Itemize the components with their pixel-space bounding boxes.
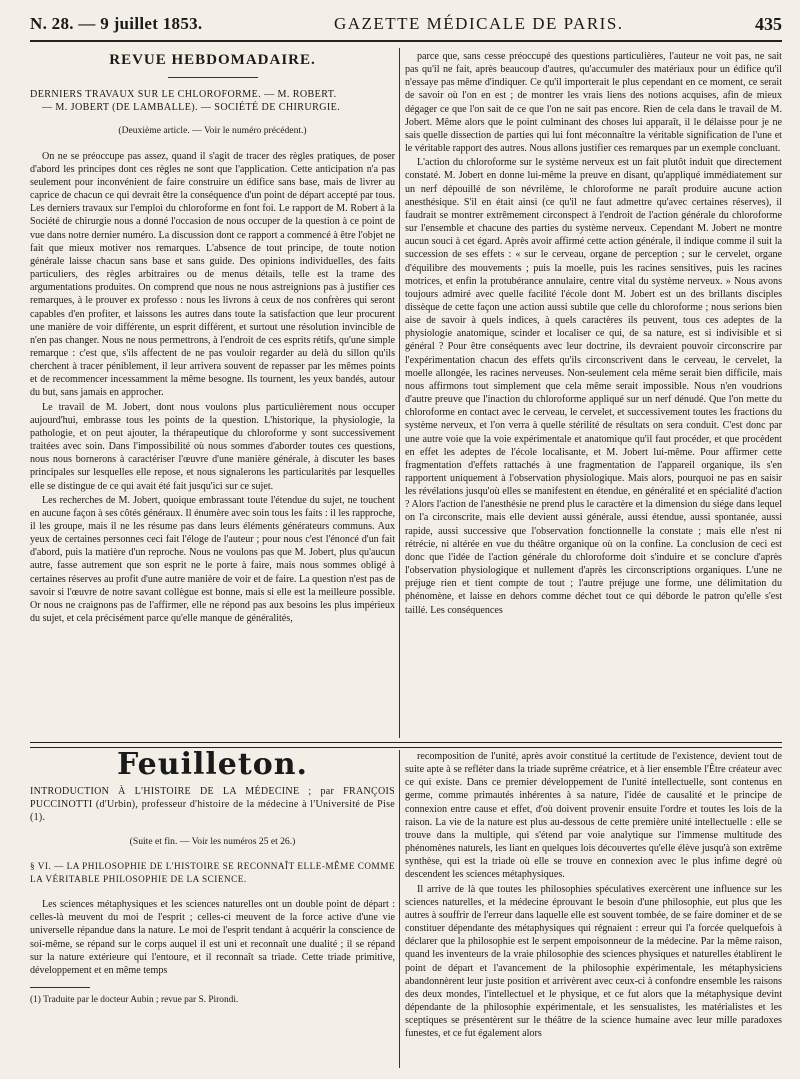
feuilleton-col4-body bbox=[405, 750, 782, 1040]
journal-title: GAZETTE MÉDICALE DE PARIS. bbox=[333, 14, 624, 33]
feuilleton-col4-paragraph: Il arrive de là que toutes les philosophies spéculatives exercèrent une influence sur les sciences naturelles, et la médecine éprouvant le besoin d'une philosophie, eut plus que les autres à souffrir de l'erreur dans laquelle elle est souvent tombée, de se faire dominer et de se constituer dépendante des métaphysiques qui régnaient : erreur qui l'a forcée quelquefois à déclarer que la philosophie est le serpent empoisonneur de la médecine. Par la même raison, quand les inventeurs de la vraie philosophie des sciences physiques et naturelles établirent le point de départ et l'avancement de la philosophie expérimentale, les métaphysiciens abandonnèrent leur juste position et arrivèrent avec ceux-ci à confondre ensemble les raisons des deux mondes, l'intellectuel et le physique, et ce fut alors que la métaphysique devint dépendante de la philosophie expérimentale, et les sensualistes, les matérialistes et les sceptiques se présentèrent sur le théâtre de la science humaine avec leur mille paradoxes funestes, et ce fut également alors bbox=[405, 883, 782, 1040]
revue-continuation-note: (Deuxième article. — Voir le numéro précédent.) bbox=[118, 125, 307, 137]
footnote-rule bbox=[30, 987, 90, 988]
page-number: 435 bbox=[755, 13, 782, 34]
revue-col1-paragraph: Le travail de M. Jobert, dont nous voulons plus particulièrement nous occuper aujourd'hui, embrasse tous les points de la question. L'historique, la physiologie, la pathologie, et on peut ajouter, la thérapeutique du chloroforme y sont successivement traitées avec soin. Dans l'impossibilité où nous sommes d'aborder toutes ces questions, nous nous bornerons à caractériser l'œuvre d'une manière générale, à discuter les bases principales sur lesquelles elle repose, et nous signalerons les particularités par lesquelles elle se distingue de ce qui avait été fait jusqu'ici sur ce sujet. bbox=[30, 401, 395, 492]
revue-col1-paragraph: Les recherches de M. Jobert, quoique embrassant toute l'étendue du sujet, ne touchent en aucune façon à ses côtés généraux. Il énumère avec soin tous les faits : il les rapproche, il les groupe, mais il ne les résume pas dans leurs éléments générateurs communs. Aux yeux de certaines personnes ceci fait l'éloge de l'auteur ; pour nous c'est l'énoncé d'un fait d'abord, puis la matière d'un reproche. Nous ne voulons pas que M. Jobert, plus qu'aucun autre, fasse autrement que son esprit ne le porte à faire, mais nous sommes obligé à certaines réserves au profit d'une autre manière de voir et de faire. La question n'est pas de savoir si l'œuvre de notre savant collègue est bonne, mais si elle est la meilleure possible. Or nous ne craignons pas de l'affirmer, elle ne répond pas aux besoins les plus impérieux du sujet, et cela précisément parce qu'elle manque de généralités, bbox=[30, 494, 395, 625]
feuilleton-title: Feuilleton. bbox=[117, 750, 308, 782]
revue-col1-paragraph: On ne se préoccupe pas assez, quand il s'agit de tracer des règles pratiques, de poser d'abord les principes dont ces règles ne sont que l'application. Cette anticipation n'a pas seulement pour inconvénient de faire construire un édifice sans base, mais de livrer au caprice de chacun ce qui devrait être la conséquence d'un point de départ accepté par tous. Les derniers travaux sur l'emploi du chloroforme en font foi. Le rapport de M. Robert à la Société de chirurgie nous a donné l'occasion de nous occuper de la question à ce point de vue dans notre dernier numéro. La discussion dont ce rapport a commencé à être l'objet ne fait que mieux motiver nos remarques. L'absence de tout principe, de toute notion générale laisse chacun sans base et sans guide. Des opinions individuelles, des faits particuliers, des règles arbitraires ou de menus détails, telle est la trame des argumentations produites. On comprend que nous ne nous astreignions pas à justifier ces remarques, à le prouver ex professo : nous les livrons à ceux de nos confrères qui seront capables d'en profiter, et laissons les autres dans toute la satisfaction que leur procurent une manière de voir différente, un esprit différent, et surtout une résolution invincible de n'en pas changer. Nous ne nous permettrons, à l'endroit de ces esprits rétifs, qu'une simple remarque : c'est que, s'ils affectent de ne pas vouloir regarder au delà du sillon qu'ils cherchent à tracer péniblement, il leur arrivera souvent de repasser par les mêmes points et de recommencer incessamment la même besogne. Ils tournent, les yeux bandés, autour du but, sans jamais en approcher. bbox=[30, 150, 395, 399]
feuilleton-separator bbox=[30, 742, 782, 748]
revue-subheading-line-2: — M. JOBERT (DE LAMBALLE). — SOCIÉTÉ DE CHIRURGIE. bbox=[42, 102, 341, 114]
feuilleton-column-left bbox=[30, 750, 395, 1070]
revue-col2-body bbox=[405, 50, 782, 617]
feuilleton-col3-paragraph: Les sciences métaphysiques et les sciences naturelles ont un double point de départ : celles-là meuvent du moi de l'esprit ; celles-ci meuvent de la force active d'une vie universelle répandue dans la nature. Le moi de l'esprit tendant à acquérir la conscience de soi-même, se répand sur le corps auquel il est uni et reconnaît une dualité ; il se répand sur la nature extérieure qui l'entoure, et il reconnaît sa triade. Cette triade primitive, développement et en même temps bbox=[30, 899, 395, 976]
revue-col2-paragraph: parce que, sans cesse préoccupé des questions particulières, l'auteur ne voit pas, ne sait pas qu'il ne fait, après beaucoup d'autres, qu'accumuler des matériaux pour un édifice qu'il n'essaye pas même d'indiquer. Ce qu'il importerait le plus cependant en ce moment, ce serait de savoir où l'on en est ; de montrer les vrais liens des notions acquises, afin de mieux dégager ce que l'on sait de ce que l'on ne sait pas encore. Rien de cela dans le travail de M. Jobert. Même alors que le point culminant des choses lui apparaît, il le délaisse pour je ne sais quelle dissection de parties qui lui font méconnaître la véritable signification de l'une et le véritable rapport des autres. Nous allons justifier ces remarques par un exemple concluant. bbox=[405, 51, 782, 155]
feuilleton-col3-body bbox=[30, 898, 395, 977]
column-divider-top bbox=[399, 48, 400, 738]
title-underline bbox=[168, 77, 258, 78]
feuilleton-intro: INTRODUCTION À L'HISTOIRE DE LA MÉDECINE ; par FRANÇOIS PUCCINOTTI (d'Urbin), professeur d'histoire de la médecine à l'Université de Pise (1). bbox=[30, 786, 395, 824]
revue-subheading-line-1: DERNIERS TRAVAUX SUR LE CHLOROFORME. — M. ROBERT. bbox=[30, 89, 337, 101]
revue-column-left bbox=[30, 50, 395, 738]
revue-col2-paragraph: L'action du chloroforme sur le système nerveux est un fait plutôt induit que directement constaté. M. Jobert en donne lui-même la preuve en disant, qu'appliqué immédiatement sur un nerf dépouillé de son névrilème, le chloroforme ne paraît produire aucune action anesthésique. S'il en était ainsi (ce qu'il ne faut admettre qu'avec certaines réserves), il faudrait se montrer extrêmement circonspect à l'endroit de l'action générale du chloroforme sur l'ensemble et chacune des parties du système nerveux. Cependant M. Jobert ne montre aucun souci à cet égard. Après avoir affirmé cette action générale, il indique comme il suit la succession de ses effets : « sur le cerveau, organe de perception ; sur le cervelet, organe d'équilibre des mouvements ; puis la moelle, puis les racines sensitives, puis les racines motrices, et enfin la protubérance annulaire, centre vital du système nerveux. » Nous avons toujours admiré avec quelle facilité l'école dont M. Jobert est un des brillants disciples dissèque de cette façon une action aussi subtile que celle du chloroforme ; nous serions bien aise de savoir à quels indices, à quels caractères ils peuvent, tous ces adeptes de la physiologie anatomique, scinder et localiser ce qui, de sa nature, est si indivisible et si général ? Pour être conséquents avec leur doctrine, ils devraient pouvoir circonscrire par l'expérimentation chacun des effets qu'ils circonscrivent dans le cerveau, le cervelet, la moelle allongée, les racines nerveuses. Non-seulement cela même serait bien difficile, mais nous affirmons tout simplement que cela même serait impossible. Nous n'en voudrions d'autre preuve que l'inaction du chloroforme appliqué sur un nerf dénudé. Que l'on mette du chloroforme en contact avec le cerveau, le cervelet, et successivement toutes les fractions du système nerveux, et l'on verra à quelle stérilité de résultats on sera conduit. C'est donc par une autre voie que la voie expérimentale et anatomique qu'il faut procéder, et que procèdent en effet les adeptes de l'école localisante, et M. Jobert lui-même. Pour affirmer cette fragmentation d'effets rattachés à une fragmentation de l'appareil organique, ils s'en rapportent uniquement à l'observation physiologique. Mais alors, pourquoi ne pas en saisir les révélations jusqu'où elles se manifestent en étendue, en généralité et en spécialité d'action ? Alors l'action de l'anesthésie ne prend plus le caractère et la dimension du siége dans lequel on l'a circonscrite, mais elle devient aussi générale, aussi étendue, aussi spontanée, aussi rapide, aussi successive que l'observation fonctionnelle la constate ; mais elle n'est ni rétrécie, ni altérée en vue du théâtre organique où on la confine. La conclusion de ceci est donc que l'idée de l'action générale du chloroforme doit s'induire et se conclure d'après l'observation physiologique et nullement d'après les circonscriptions organiques. L'une ne préjuge rien et tient compte de tout ; l'autre préjuge une forme, une délimitation du phénomène, et laisse en dehors comme déchet tout ce qui déborde le patron qu'elle s'est taillé. Les conséquences bbox=[405, 157, 782, 616]
feuilleton-column-right bbox=[405, 750, 782, 1068]
revue-section-title: REVUE HEBDOMADAIRE. bbox=[109, 52, 316, 68]
newspaper-page bbox=[30, 8, 782, 1071]
feuilleton-section-heading: § VI. — LA PHILOSOPHIE DE L'HISTOIRE SE RECONNAÎT ELLE-MÊME COMME LA VÉRITABLE PHILOSOPHIE DE LA SCIENCE. bbox=[30, 860, 395, 884]
feuilleton-note: (Suite et fin. — Voir les numéros 25 et 26.) bbox=[129, 835, 296, 847]
feuilleton-col4-paragraph: recomposition de l'unité, après avoir constitué la certitude de l'existence, devient tout de suite apte à se refléter dans la triade suprême créatrice, et à lier ensemble l'Être créateur avec ce qui existe. Dans ce premier développement de l'unité intellectuelle, sont contenus en germe, comme primautés inhérentes à sa nature, l'idée de causalité et le principe de connexion entre cause et effet, d'où doivent provenir ensuite l'ordre et toutes les lois de la raison. La vie de la nature est plus au-dessous de cette première unité intellectuelle : elle se trouve dans la multiple, qui s'étend par voie analytique sur l'immense multitude des phénomènes naturels, les liant en quelques lois découvertes qu'elle élève jusqu'à son extrême synthèse, qui est la triade où elle se trouve en connexion avec le plus infime degré où descendent les sciences métaphysiques. bbox=[405, 751, 782, 881]
footnote: (1) Traduite par le docteur Aubin ; revue par S. Pirondi. bbox=[30, 995, 239, 1006]
revue-column-right bbox=[405, 50, 782, 738]
issue-date: N. 28. — 9 juillet 1853. bbox=[30, 14, 203, 33]
revue-col1-body bbox=[30, 150, 395, 626]
page-header bbox=[30, 8, 782, 42]
column-divider-bottom bbox=[399, 750, 400, 1068]
revue-subheading bbox=[30, 88, 395, 114]
